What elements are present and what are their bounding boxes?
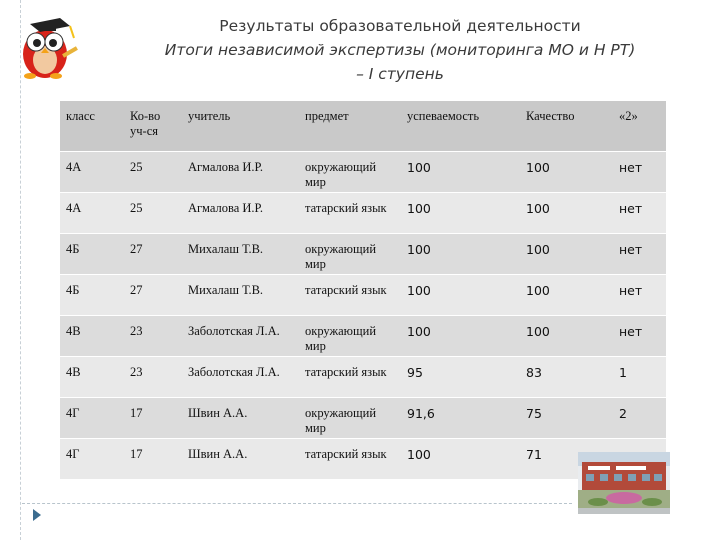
cell-teacher: Михалаш Т.В. (182, 275, 299, 316)
cell-twos: нет (613, 234, 666, 275)
owl-mascot-icon (8, 10, 82, 82)
cell-teacher: Михалаш Т.В. (182, 234, 299, 275)
cell-twos: нет (613, 316, 666, 357)
cell-subject: окружающий мир (299, 234, 401, 275)
cell-twos: нет (613, 275, 666, 316)
cell-progress: 100 (401, 193, 520, 234)
cell-class: 4Г (60, 439, 124, 480)
cell-progress: 100 (401, 439, 520, 480)
cell-count: 25 (124, 152, 182, 193)
cell-progress: 91,6 (401, 398, 520, 439)
cell-subject: татарский язык (299, 275, 401, 316)
header-cell-class: класс (60, 101, 124, 152)
table-row (60, 316, 666, 357)
cell-teacher: Заболотская Л.А. (182, 316, 299, 357)
cell-quality: 100 (520, 152, 613, 193)
cell-class: 4Б (60, 234, 124, 275)
cell-class: 4Б (60, 275, 124, 316)
cell-count: 23 (124, 316, 182, 357)
school-building-photo (578, 452, 670, 514)
cell-class: 4А (60, 193, 124, 234)
cell-quality: 100 (520, 275, 613, 316)
cell-count: 25 (124, 193, 182, 234)
title-line-1: Результаты образовательной деятельности (219, 17, 581, 35)
header-cell-twos: «2» (613, 101, 666, 152)
cell-teacher: Швин А.А. (182, 439, 299, 480)
cell-quality: 75 (520, 398, 613, 439)
cell-count: 17 (124, 439, 182, 480)
footer-divider (22, 503, 572, 504)
table-row (60, 193, 666, 234)
cell-progress: 100 (401, 234, 520, 275)
title-line-3: – I ступень (356, 65, 444, 83)
cell-quality: 100 (520, 234, 613, 275)
header-cell-teacher: учитель (182, 101, 299, 152)
cell-twos: 2 (613, 398, 666, 439)
cell-progress: 100 (401, 316, 520, 357)
table-row (60, 439, 666, 480)
header-cell-subject: предмет (299, 101, 401, 152)
cell-count: 23 (124, 357, 182, 398)
cell-subject: татарский язык (299, 439, 401, 480)
cell-quality: 100 (520, 193, 613, 234)
header-cell-count: Ко-во уч-ся (124, 101, 182, 152)
table-row (60, 152, 666, 193)
header-cell-progress: успеваемость (401, 101, 520, 152)
cell-class: 4В (60, 316, 124, 357)
header-cell-quality: Качество (520, 101, 613, 152)
table-row (60, 275, 666, 316)
cell-twos: нет (613, 193, 666, 234)
cell-subject: окружающий мир (299, 398, 401, 439)
title-line-2: Итоги независимой экспертизы (мониторинга МО и Н РТ) (164, 41, 636, 59)
table-header-row (60, 101, 666, 152)
cell-progress: 100 (401, 152, 520, 193)
table-row (60, 234, 666, 275)
play-arrow-icon[interactable] (33, 509, 41, 521)
cell-subject: татарский язык (299, 357, 401, 398)
cell-teacher: Заболотская Л.А. (182, 357, 299, 398)
cell-class: 4А (60, 152, 124, 193)
cell-teacher: Агмалова И.Р. (182, 193, 299, 234)
cell-quality: 83 (520, 357, 613, 398)
cell-count: 17 (124, 398, 182, 439)
cell-twos: 1 (613, 357, 666, 398)
cell-progress: 95 (401, 357, 520, 398)
slide-title (120, 14, 680, 86)
cell-class: 4Г (60, 398, 124, 439)
cell-quality: 71 (520, 439, 613, 480)
cell-progress: 100 (401, 275, 520, 316)
cell-subject: окружающий мир (299, 316, 401, 357)
cell-count: 27 (124, 275, 182, 316)
cell-subject: окружающий мир (299, 152, 401, 193)
cell-twos: нет (613, 152, 666, 193)
cell-quality: 100 (520, 316, 613, 357)
cell-class: 4В (60, 357, 124, 398)
table-row (60, 398, 666, 439)
cell-count: 27 (124, 234, 182, 275)
cell-teacher: Швин А.А. (182, 398, 299, 439)
cell-subject: татарский язык (299, 193, 401, 234)
cell-teacher: Агмалова И.Р. (182, 152, 299, 193)
table-row (60, 357, 666, 398)
results-table (60, 100, 666, 479)
